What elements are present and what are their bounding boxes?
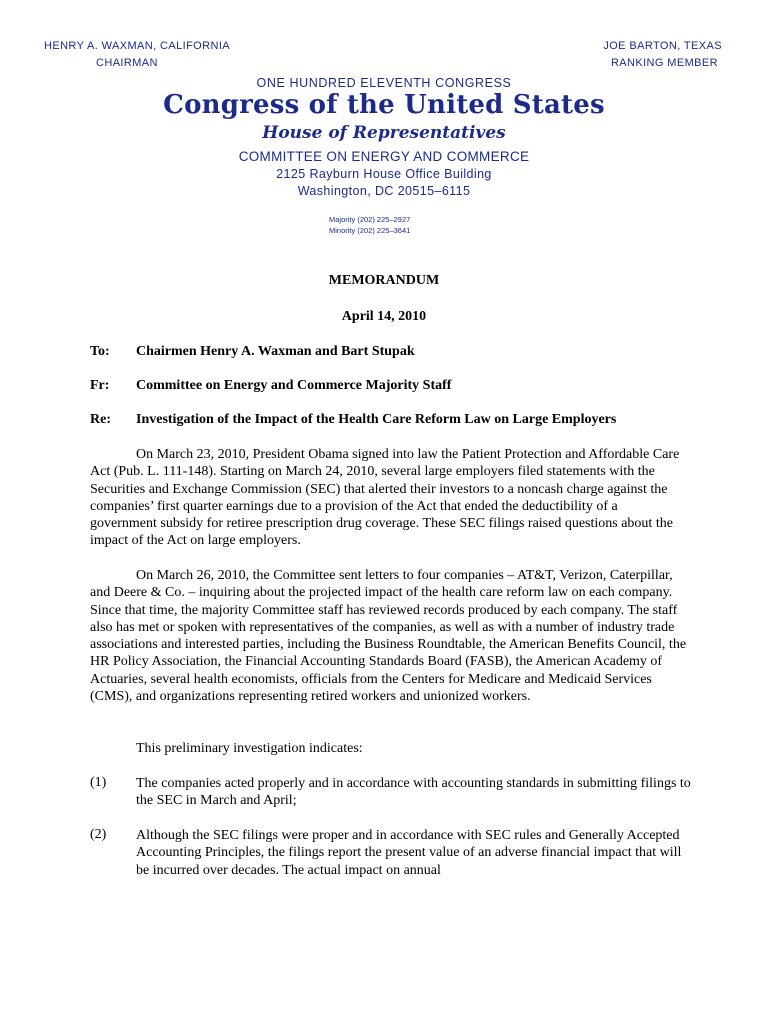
- from-label: Fr:: [90, 378, 110, 393]
- phone-minority: Minority (202) 225–3641: [329, 226, 411, 235]
- memo-title: MEMORANDUM: [328, 273, 440, 288]
- ranking-member-title: RANKING MEMBER: [610, 57, 718, 69]
- to-value: Chairmen Henry A. Waxman and Bart Stupak: [136, 344, 415, 359]
- letterhead-chairman: [44, 38, 244, 72]
- finding-2-number: (2): [90, 827, 107, 842]
- re-value: Investigation of the Impact of the Health Care Reform Law on Large Employers: [136, 412, 617, 427]
- address-line-1: 2125 Rayburn House Office Building: [276, 167, 492, 181]
- memo-to-row: [90, 344, 730, 360]
- paragraph-2: On March 26, 2010, the Committee sent letters to four companies – AT&T, Verizon, Caterpillar, and Deere & Co. – inquiring about the projected impact of the health care reform law on each company. Since that time, the majority Committee staff has reviewed records produced by each company. The staff also has met or spoken with representatives of the companies, as well as with a number of industry trade associations and interested parties, including the Business Roundtable, the American Benefits Council, the HR Policy Association, the Financial Accounting Standards Board (FASB), the American Academy of Actuaries, several health economists, officials from the Centers for Medicare and Medicaid Services (CMS), and organizations representing retired workers and unionized workers.: [90, 568, 687, 705]
- memo-re-row: [90, 412, 730, 428]
- congress-number: ONE HUNDRED ELEVENTH CONGRESS: [256, 76, 512, 90]
- memo-date: April 14, 2010: [341, 309, 427, 324]
- congress-title: Congress of the United States: [163, 90, 605, 120]
- paragraph-1: On March 23, 2010, President Obama signed into law the Patient Protection and Affordable Care Act (Pub. L. 111-148). Starting on March 24, 2010, several large employers filed statements with the Securities and Exchange Commission (SEC) that alerted their investors to a noncash charge against the companies’ first quarter earnings due to a provision of the Act that ended the deductibility of a government subsidy for retiree prescription drug coverage. These SEC filings raised questions about the impact of the Act on large employers.: [90, 447, 680, 549]
- house-title: House of Representatives: [262, 123, 506, 143]
- letterhead-ranking-member: [522, 38, 722, 72]
- phone-majority: Majority (202) 225–2927: [329, 215, 411, 224]
- paragraph-3: This preliminary investigation indicates:: [136, 741, 363, 756]
- chairman-name: HENRY A. WAXMAN, CALIFORNIA: [44, 40, 231, 52]
- finding-1-number: (1): [90, 775, 107, 790]
- committee-name: COMMITTEE ON ENERGY AND COMMERCE: [238, 149, 530, 164]
- ranking-member-name: JOE BARTON, TEXAS: [603, 40, 722, 52]
- phone-numbers: [329, 214, 410, 236]
- re-label: Re:: [90, 412, 111, 427]
- address-line-2: Washington, DC 20515–6115: [297, 184, 471, 198]
- memo-from-row: [90, 378, 730, 394]
- chairman-title: CHAIRMAN: [96, 57, 158, 69]
- from-value: Committee on Energy and Commerce Majority Staff: [136, 378, 452, 393]
- finding-2-text: Although the SEC filings were proper and in accordance with SEC rules and Generally Accepted Accounting Principles, the filings report the present value of an adverse financial impact that will be incurred over decades. The actual impact on annual: [136, 828, 682, 878]
- finding-1-text: The companies acted properly and in accordance with accounting standards in submitting filings to the SEC in March and April;: [136, 776, 691, 809]
- to-label: To:: [90, 344, 110, 359]
